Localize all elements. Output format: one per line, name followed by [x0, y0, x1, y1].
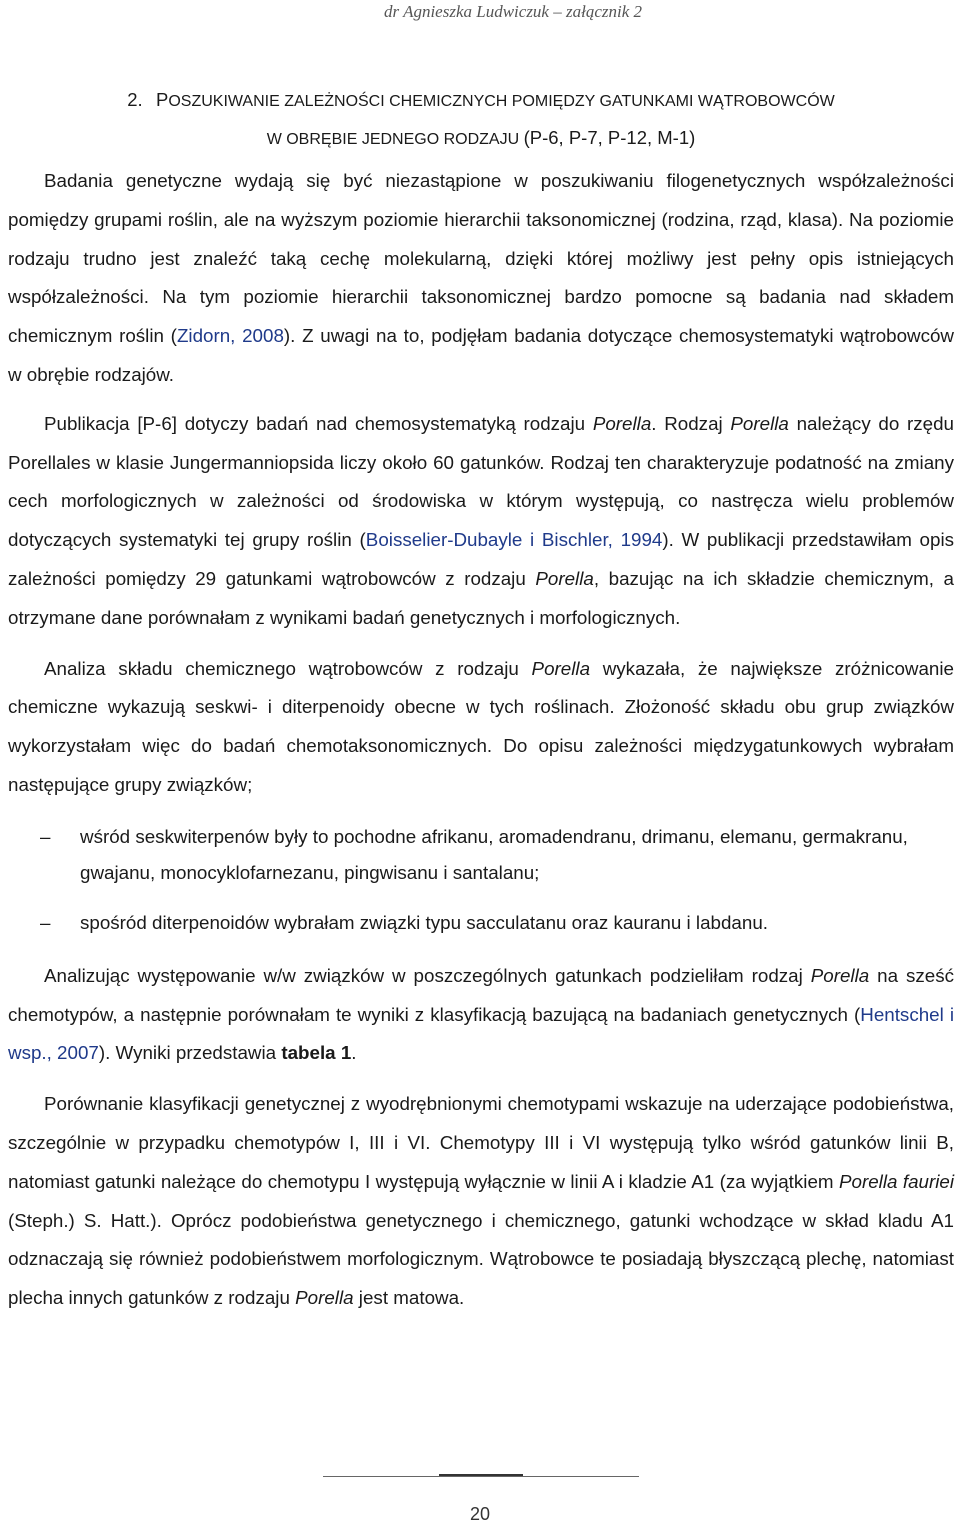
genus-name: Porella: [295, 1287, 354, 1309]
compound-groups-list: [8, 819, 954, 941]
paragraph-4: [8, 957, 954, 1073]
list-item-text: spośród diterpenoidów wybrałam związki typu sacculatanu oraz kauranu i labdanu.: [80, 911, 768, 933]
genus-name: Porella: [535, 567, 594, 589]
paragraph-2-text-d: ). W publikacji przedstawiłam opis zależności pomiędzy 29 gatunkami wątrobowców z rodzaju: [8, 529, 955, 589]
paragraph-2: [8, 405, 954, 638]
section-title-initial: P: [156, 89, 169, 110]
paragraph-4-text-c: ). Wyniki przedstawia: [98, 1042, 282, 1064]
paragraph-1-text-b: ). Z uwagi na to, podjęłam badania dotyczące chemosystematyki wątrobowców w obrębie rodzajów.: [8, 325, 954, 385]
dash-bullet: –: [40, 911, 51, 933]
publication-codes: (P-6, P-7, P-12, M-1): [523, 127, 696, 148]
list-item-text: wśród seskwiterpenów były to pochodne afrikanu, aromadendranu, drimanu, elemanu, germakranu, gwajanu, monocyklofarnezanu, pingwisanu i santalanu;: [80, 825, 908, 883]
paragraph-5-text-a: Porównanie klasyfikacji genetycznej z wyodrębnionymi chemotypami wskazuje na uderzające podobieństwa, szczególnie w przypadku chemotypów I, III i VI. Chemotypy III i VI występują tylko wśród gatunków linii B, natomiast gatunki należące do chemotypu I występują wyłącznie w linii A i kladzie A1 (za wyjątkiem: [8, 1093, 954, 1192]
paragraph-5-text-b: (Steph.) S. Hatt.). Oprócz podobieństwa genetycznego i chemicznego, gatunki wchodzące w skład kladu A1 odznaczają się również podobieństwem morfologicznym. Wątrobowce te posiadają błyszczącą plechę, natomiast plecha innych gatunków z rodzaju: [8, 1209, 954, 1309]
genus-name: Porella: [810, 964, 870, 986]
table-reference: tabela 1: [281, 1042, 352, 1064]
species-name: Porella fauriei: [838, 1170, 954, 1192]
paragraph-5: [8, 1085, 954, 1318]
section-title-line1: OSZUKIWANIE ZALEŻNOŚCI CHEMICZNYCH POMIĘDZY GATUNKAMI WĄTROBOWCÓW: [168, 93, 835, 110]
footer-rule: [323, 1476, 639, 1477]
section-heading: [8, 82, 954, 158]
section-heading-line2: [8, 120, 954, 158]
page-number: 20: [469, 1504, 491, 1524]
citation-zidorn[interactable]: Zidorn, 2008: [176, 325, 284, 347]
paragraph-3-text-b: wykazała, że największe zróżnicowanie chemiczne wykazują seskwi- i diterpenoidy obecne w tych roślinach. Złożoność składu obu grup związków wykorzystałam więc do badań chemotaksonomicznych. Do opisu zależności międzygatunkowych wybrałam następujące grupy związków;: [8, 657, 954, 795]
paragraph-1-text-a: Badania genetyczne wydają się być niezastąpione w poszukiwaniu filogenetycznych współzależności pomiędzy grupami roślin, ale na wyższym poziomie hierarchii taksonomicznej (rodzina, rząd, klasa). Na poziomie rodzaju trudno jest znaleźć taką cechę molekularną, dzięki której możliwy jest pełny opis istniejących współzależności. Na tym poziomie hierarchii taksonomicznej bardzo pomocne są badania nad składem chemicznym roślin (: [8, 170, 954, 347]
paragraph-2-text-a: Publikacja [P-6] dotyczy badań nad chemosystematyką rodzaju: [44, 412, 593, 434]
section-title-line2: W OBRĘBIE JEDNEGO RODZAJU: [266, 131, 520, 148]
citation-hentschel[interactable]: Hentschel i wsp., 2007: [8, 1003, 954, 1064]
genus-name: Porella: [592, 412, 652, 434]
paragraph-2-text-b: . Rodzaj: [651, 412, 731, 434]
genus-name: Porella: [730, 412, 789, 434]
list-item: [8, 905, 954, 941]
paragraph-4-text-a: Analizując występowanie w/w związków w poszczególnych gatunkach podzieliłam rodzaj: [44, 964, 811, 986]
section-number: 2.: [127, 89, 143, 110]
paragraph-3: [8, 650, 954, 805]
list-item: [8, 819, 954, 891]
footer-rule-accent: [439, 1474, 523, 1476]
dash-bullet: –: [40, 825, 51, 847]
paragraph-2-text-c: należący do rzędu Porellales w klasie Jungermanniopsida liczy około 60 gatunków. Rodzaj ten charakteryzuje podatność na zmiany cech morfologicznych w zależności od środowiska w którym występują, co nastręcza wielu problemów dotyczących systematyki tej grupy roślin (: [8, 412, 955, 551]
section-heading-line1: [8, 82, 954, 120]
genus-name: Porella: [531, 657, 591, 679]
paragraph-4-text-b: na sześć chemotypów, a następnie porównałam te wyniki z klasyfikacją bazującą na badaniach genetycznych (: [8, 964, 955, 1025]
page-content: [8, 82, 954, 1318]
paragraph-2-text-e: , bazując na ich składzie chemicznym, a otrzymane dane porównałam z wynikami badań genetycznych i morfologicznych.: [8, 567, 954, 628]
paragraph-1: [8, 162, 954, 395]
paragraph-3-text-a: Analiza składu chemicznego wątrobowców z rodzaju: [44, 657, 532, 679]
citation-boisselier[interactable]: Boisselier-Dubayle i Bischler, 1994: [365, 529, 663, 551]
running-header: dr Agnieszka Ludwiczuk – załącznik 2: [384, 2, 642, 21]
paragraph-4-text-d: .: [351, 1042, 357, 1064]
paragraph-5-text-c: jest matowa.: [353, 1287, 465, 1309]
